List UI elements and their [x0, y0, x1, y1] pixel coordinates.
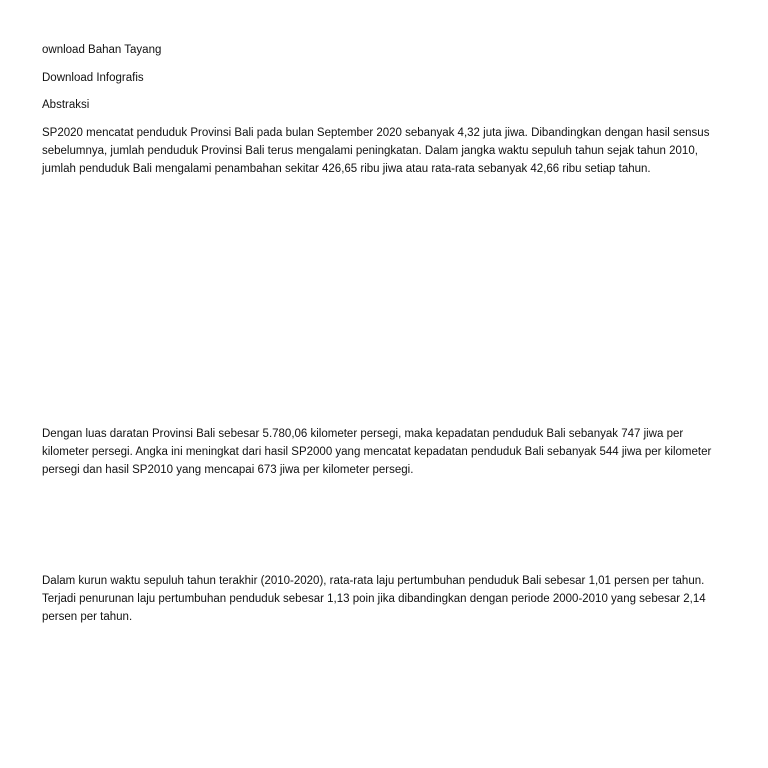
abstraksi-heading: Abstraksi [42, 99, 90, 111]
download-bahan-tayang-link[interactable]: ownload Bahan Tayang [42, 44, 162, 56]
download-infografis-link[interactable]: Download Infografis [42, 72, 144, 84]
abstract-paragraph-growth: Dalam kurun waktu sepuluh tahun terakhir (2010-2020), rata-rata laju pertumbuhan penduduk Bali sebesar 1,01 persen per tahun. Terjadi penurunan laju pertumbuhan penduduk sebesar 1,13 poin jika dibandingkan dengan periode 2000-2010 yang sebesar 2,14 persen per tahun. [42, 575, 706, 623]
abstract-paragraph-population: SP2020 mencatat penduduk Provinsi Bali pada bulan September 2020 sebanyak 4,32 juta jiwa. Dibandingkan dengan hasil sensus sebelumnya, jumlah penduduk Provinsi Bali terus mengalami peningkatan. Dalam jangka waktu sepuluh tahun sejak tahun 2010, jumlah penduduk Bali mengalami penambahan sekitar 426,65 ribu jiwa atau rata-rata sebanyak 42,66 ribu setiap tahun. [42, 127, 710, 175]
abstract-paragraph-density: Dengan luas daratan Provinsi Bali sebesar 5.780,06 kilometer persegi, maka kepadatan penduduk Bali sebanyak 747 jiwa per kilometer persegi. Angka ini meningkat dari hasil SP2000 yang mencatat kepadatan penduduk Bali sebanyak 544 jiwa per kilometer persegi dan hasil SP2010 yang mencapai 673 jiwa per kilometer persegi. [42, 428, 712, 476]
